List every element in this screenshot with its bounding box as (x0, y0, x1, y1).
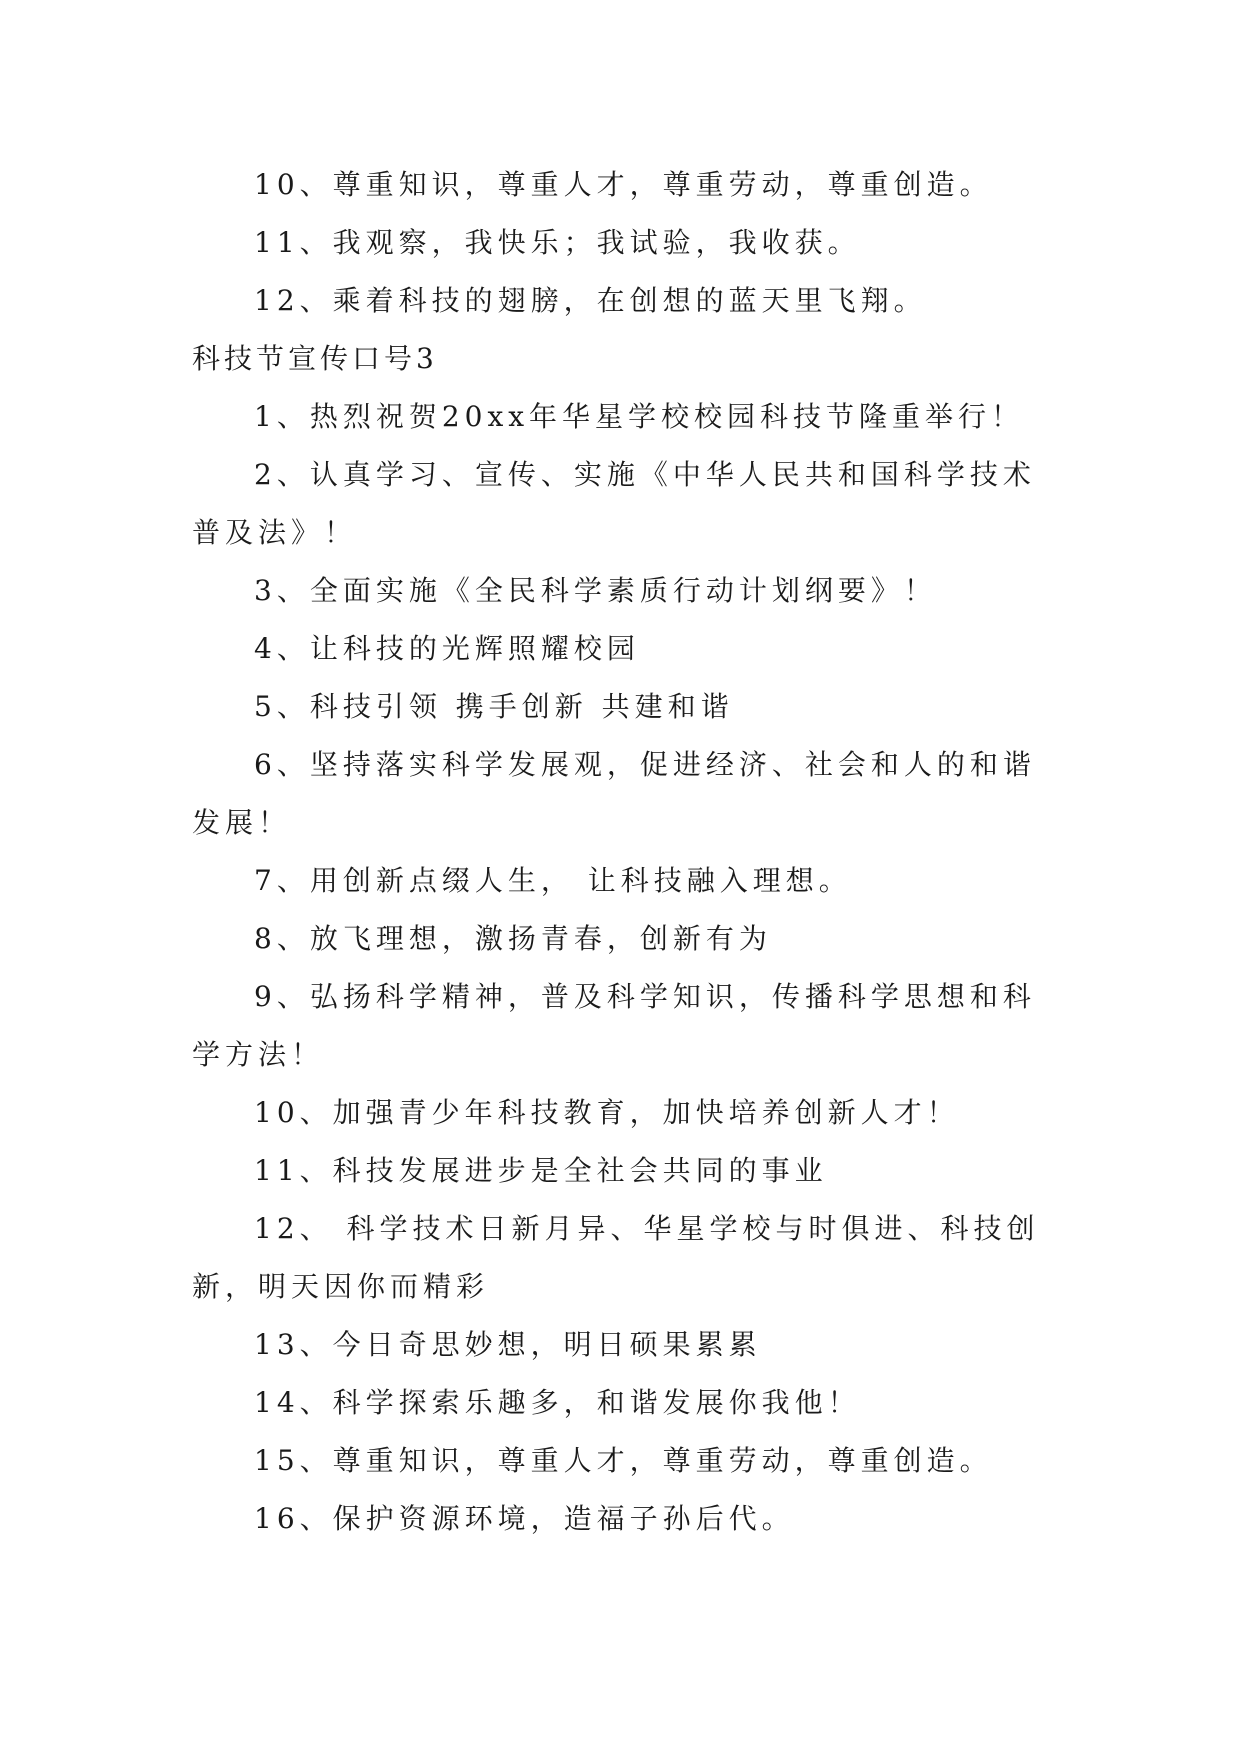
slogan-line: 13、今日奇思妙想，明日硕果累累 (254, 1328, 762, 1361)
document-body (192, 156, 1052, 1548)
slogan-line: 1、热烈祝贺20xx年华星学校校园科技节隆重举行！ (254, 400, 1025, 433)
slogan-line: 16、保护资源环境，造福子孙后代。 (254, 1502, 795, 1535)
slogan-line: 新，明天因你而精彩 (192, 1270, 490, 1303)
slogan-line: 8、放飞理想，激扬青春，创新有为 (254, 922, 772, 955)
slogan-line: 发展！ (192, 806, 292, 839)
slogan-line: 10、加强青少年科技教育，加快培养创新人才！ (254, 1096, 960, 1129)
slogan-line: 2、认真学习、宣传、实施《中华人民共和国科学技术 (254, 458, 1036, 491)
slogan-line: 15、尊重知识，尊重人才，尊重劳动，尊重创造。 (254, 1444, 993, 1477)
slogan-line: 6、坚持落实科学发展观，促进经济、社会和人的和谐 (254, 748, 1036, 781)
slogan-line: 11、我观察，我快乐；我试验，我收获。 (254, 226, 861, 259)
slogan-line: 10、尊重知识，尊重人才，尊重劳动，尊重创造。 (254, 168, 993, 201)
section-slogan-list (192, 388, 1052, 1548)
slogan-line: 14、科学探索乐趣多，和谐发展你我他！ (254, 1386, 861, 1419)
section-heading: 科技节宣传口号3 (192, 342, 438, 375)
slogan-line: 普及法》！ (192, 516, 358, 549)
slogan-line: 学方法！ (192, 1038, 325, 1071)
slogan-line: 3、全面实施《全民科学素质行动计划纲要》！ (254, 574, 937, 607)
slogan-line: 11、科技发展进步是全社会共同的事业 (254, 1154, 828, 1187)
slogan-line: 9、弘扬科学精神，普及科学知识，传播科学思想和科 (254, 980, 1036, 1013)
slogan-line: 7、用创新点缀人生， 让科技融入理想。 (254, 864, 852, 897)
slogan-line: 12、 科学技术日新月异、华星学校与时俱进、科技创 (254, 1212, 1040, 1245)
slogan-line: 4、让科技的光辉照耀校园 (254, 632, 640, 665)
slogan-line: 5、科技引领 携手创新 共建和谐 (254, 690, 734, 723)
slogan-line: 12、乘着科技的翅膀，在创想的蓝天里飞翔。 (254, 284, 927, 317)
